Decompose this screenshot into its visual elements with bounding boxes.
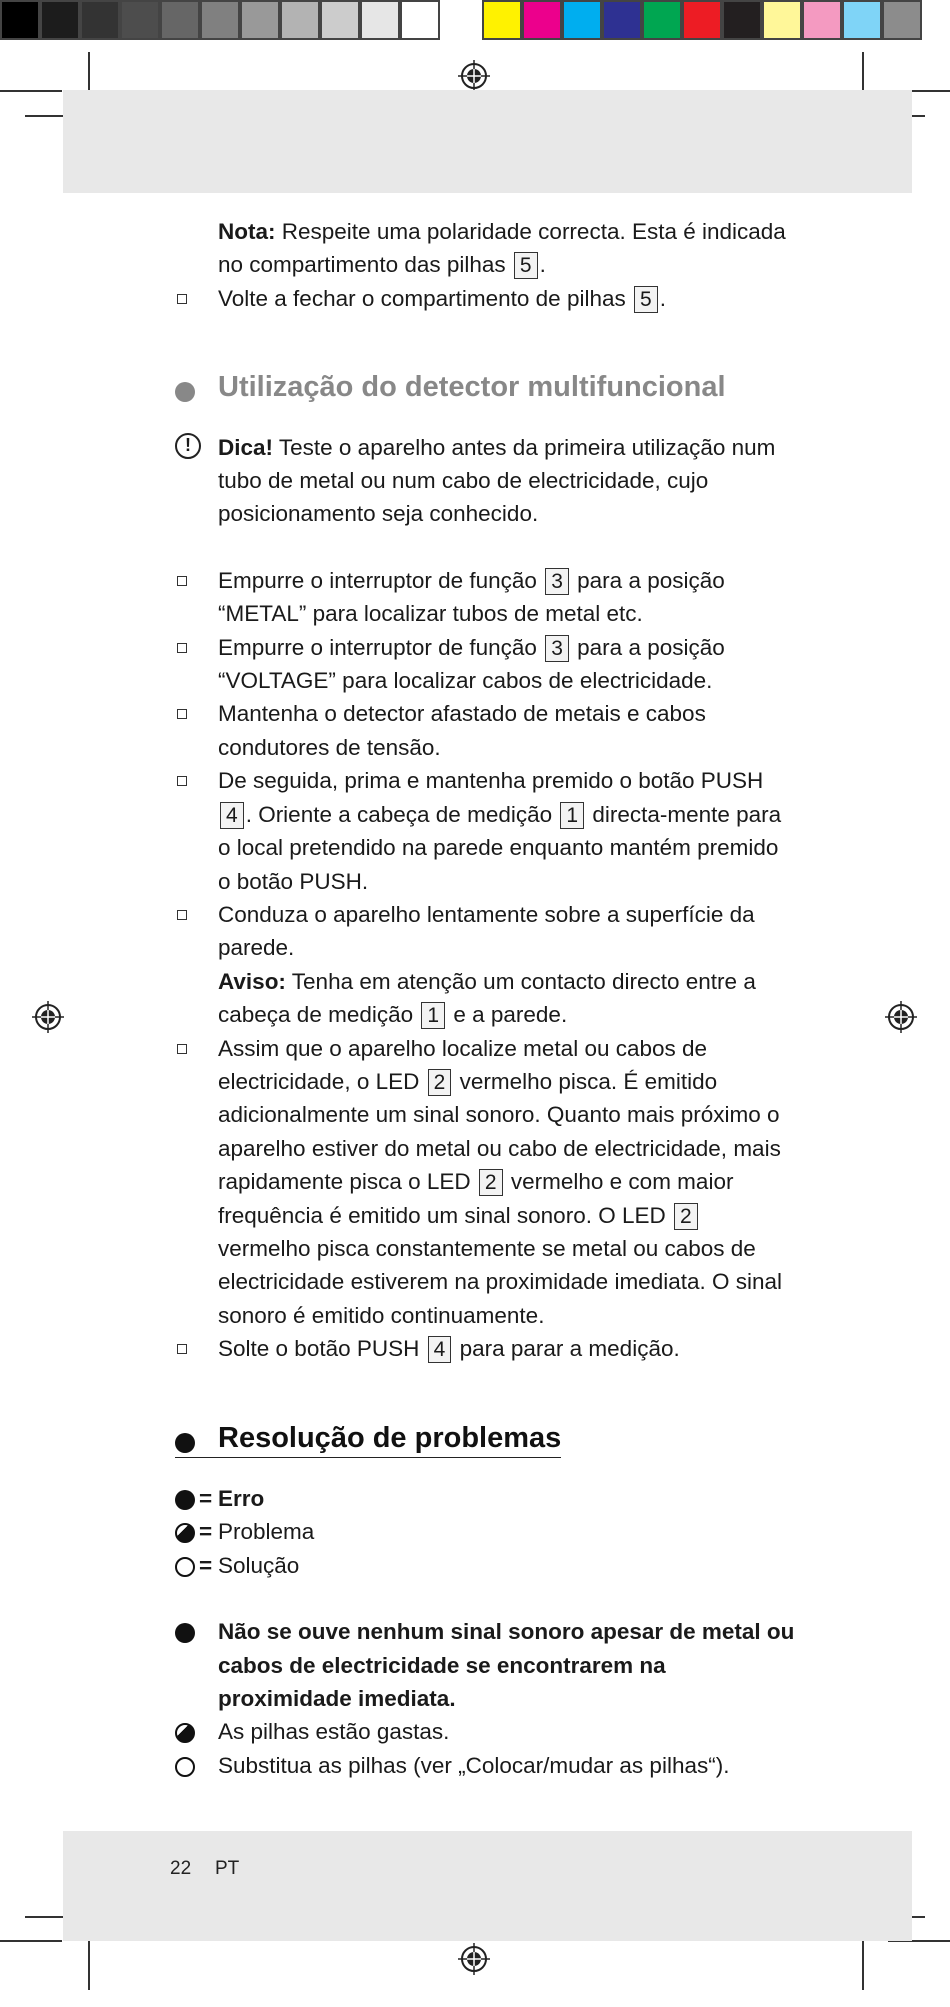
swatch (320, 0, 360, 40)
bullet-dot-icon (175, 1433, 195, 1453)
footer-band (63, 1831, 912, 1941)
section-heading-text: Resolução de problemas (218, 1421, 562, 1454)
list-item-end: . (659, 285, 666, 311)
legend-problem: Problema (218, 1519, 315, 1545)
checkbox-bullet-icon (177, 1044, 187, 1054)
page-content (175, 215, 795, 1782)
ref-number: 5 (514, 252, 538, 279)
tip-box (175, 431, 795, 531)
checkbox-bullet-icon (177, 709, 187, 719)
ref-number: 3 (545, 635, 569, 662)
swatch (882, 0, 922, 40)
crop-mark (0, 90, 62, 92)
legend-equals: = (199, 1519, 213, 1545)
checkbox-bullet-icon (177, 1344, 187, 1354)
process-color-bar (482, 0, 922, 45)
tip-label: Dica! (218, 434, 274, 460)
swatch (40, 0, 80, 40)
list-item-text: Mantenha o detector afastado de metais e cabos condutores de tensão. (218, 701, 706, 760)
swatch (160, 0, 200, 40)
list-item-text: vermelho pisca constantemente se metal ou cabos de electricidade estiverem na proximidade imediata. O sinal sonoro é emitido continuamente. (218, 1235, 783, 1328)
swatch (722, 0, 762, 40)
solution-text: Substitua as pilhas (ver „Colocar/mudar as pilhas“). (218, 1752, 730, 1778)
section-heading-text: Utilização do detector multifuncional (218, 371, 726, 404)
bullet-dot-icon (175, 382, 195, 402)
legend-equals: = (199, 1552, 213, 1578)
list-item-text: Empurre o interruptor de função (218, 567, 537, 593)
problem-row (175, 1715, 795, 1748)
error-circle-icon (175, 1623, 195, 1643)
ref-number: 5 (634, 286, 658, 313)
list-item-text: Volte a fechar o compartimento de pilhas (218, 285, 626, 311)
swatch (200, 0, 240, 40)
legend-row (175, 1549, 795, 1582)
ref-number: 2 (479, 1169, 503, 1196)
list-item (175, 697, 795, 764)
ref-number: 1 (560, 802, 584, 829)
swatch (802, 0, 842, 40)
section-heading (175, 1422, 561, 1458)
problem-text: As pilhas estão gastas. (218, 1719, 450, 1745)
registration-mark-icon (885, 1001, 917, 1033)
list-item-text: vermelho pisca. É emitido adicionalmente um sinal sonoro. Quanto mais próximo o aparelho estiver do metal ou cabo de electricidade, mais rapidamente pisca o LED (218, 1068, 781, 1195)
ref-number: 2 (428, 1069, 452, 1096)
solution-circle-icon (175, 1557, 195, 1577)
swatch (682, 0, 722, 40)
warning-label: Aviso: (218, 968, 286, 994)
tip-text: Teste o aparelho antes da primeira utilização num tubo de metal ou num cabo de electricidade, cujo posicionamento seja conhecido. (218, 434, 776, 527)
solution-circle-icon (175, 1757, 195, 1777)
list-item (175, 282, 795, 315)
checkbox-bullet-icon (177, 294, 187, 304)
error-row (175, 1615, 795, 1715)
swatch (400, 0, 440, 40)
swatch (280, 0, 320, 40)
crop-mark (88, 1935, 90, 1990)
list-item-text: . Oriente a cabeça de medição (245, 801, 553, 827)
list-item-text: Solte o botão PUSH (218, 1336, 420, 1362)
ref-number: 1 (421, 1002, 445, 1029)
legend-equals: = (199, 1486, 213, 1511)
legend-solution: Solução (218, 1552, 300, 1578)
legend-row (175, 1482, 795, 1515)
list-item (175, 1332, 795, 1365)
section-heading (175, 371, 795, 404)
swatch (240, 0, 280, 40)
checkbox-bullet-icon (177, 643, 187, 653)
legend-error: Erro (218, 1486, 265, 1511)
problem-circle-icon (175, 1523, 195, 1543)
problem-circle-icon (175, 1723, 195, 1743)
note-text: Respeite uma polaridade correcta. Esta é indicada no compartimento das pilhas (218, 219, 786, 278)
checkbox-bullet-icon (177, 776, 187, 786)
list-item (175, 764, 795, 898)
page-language: PT (215, 1858, 240, 1879)
note-label: Nota: (218, 219, 276, 244)
ref-number: 3 (545, 568, 569, 595)
polarity-note (175, 215, 795, 282)
registration-mark-icon (458, 60, 490, 92)
swatch (80, 0, 120, 40)
swatch (602, 0, 642, 40)
list-item (175, 564, 795, 631)
legend (175, 1482, 795, 1582)
warning-text: e a parede. (453, 1002, 568, 1028)
warning-text: Tenha em atenção um contacto directo entre a cabeça de medição (218, 968, 756, 1028)
crop-mark (862, 1935, 864, 1990)
legend-row (175, 1515, 795, 1548)
list-item-text: Empurre o interruptor de função (218, 634, 537, 660)
note-end: . (539, 252, 546, 278)
solution-row (175, 1749, 795, 1782)
list-item-text: De seguida, prima e mantenha premido o botão PUSH (218, 768, 764, 794)
list-item-text: Conduza o aparelho lentamente sobre a superfície da parede. (218, 901, 755, 961)
swatch (642, 0, 682, 40)
swatch (120, 0, 160, 40)
swatch (842, 0, 882, 40)
list-item-text: vermelho e com maior frequência é emitido um sinal sonoro. O LED (218, 1169, 734, 1228)
list-item (175, 631, 795, 698)
gray-color-bar (0, 0, 440, 45)
header-band (63, 90, 912, 193)
checkbox-bullet-icon (177, 910, 187, 920)
swatch (762, 0, 802, 40)
error-circle-icon (175, 1490, 195, 1510)
list-item-text: para a posição “VOLTAGE” para localizar cabos de electricidade. (218, 634, 725, 694)
list-item-text: para a posição “METAL” para localizar tubos de metal etc. (218, 567, 725, 627)
list-item (175, 1032, 795, 1333)
checkbox-bullet-icon (177, 576, 187, 586)
registration-mark-icon (32, 1001, 64, 1033)
swatch (0, 0, 40, 40)
instruction-list (175, 564, 795, 1366)
ref-number: 4 (220, 802, 244, 829)
list-item-text: directa-mente para o local pretendido na parede enquanto mantém premido o botão PUSH. (218, 801, 782, 894)
ref-number: 4 (428, 1336, 452, 1363)
crop-mark (0, 1940, 62, 1942)
swatch (482, 0, 522, 40)
list-item-text: para parar a medição. (459, 1336, 680, 1362)
list-item-text: Assim que o aparelho localize metal ou cabos de electricidade, o LED (218, 1035, 708, 1094)
troubleshooting-entry (175, 1615, 795, 1782)
registration-mark-icon (458, 1943, 490, 1975)
page-number: 22 (170, 1858, 192, 1879)
swatch (360, 0, 400, 40)
swatch (522, 0, 562, 40)
exclamation-icon: ! (175, 433, 201, 459)
ref-number: 2 (674, 1203, 698, 1230)
error-text: Não se ouve nenhum sinal sonoro apesar de metal ou cabos de electricidade se encontrarem na proximidade imediata. (218, 1619, 795, 1712)
list-item (175, 898, 795, 1032)
swatch (562, 0, 602, 40)
